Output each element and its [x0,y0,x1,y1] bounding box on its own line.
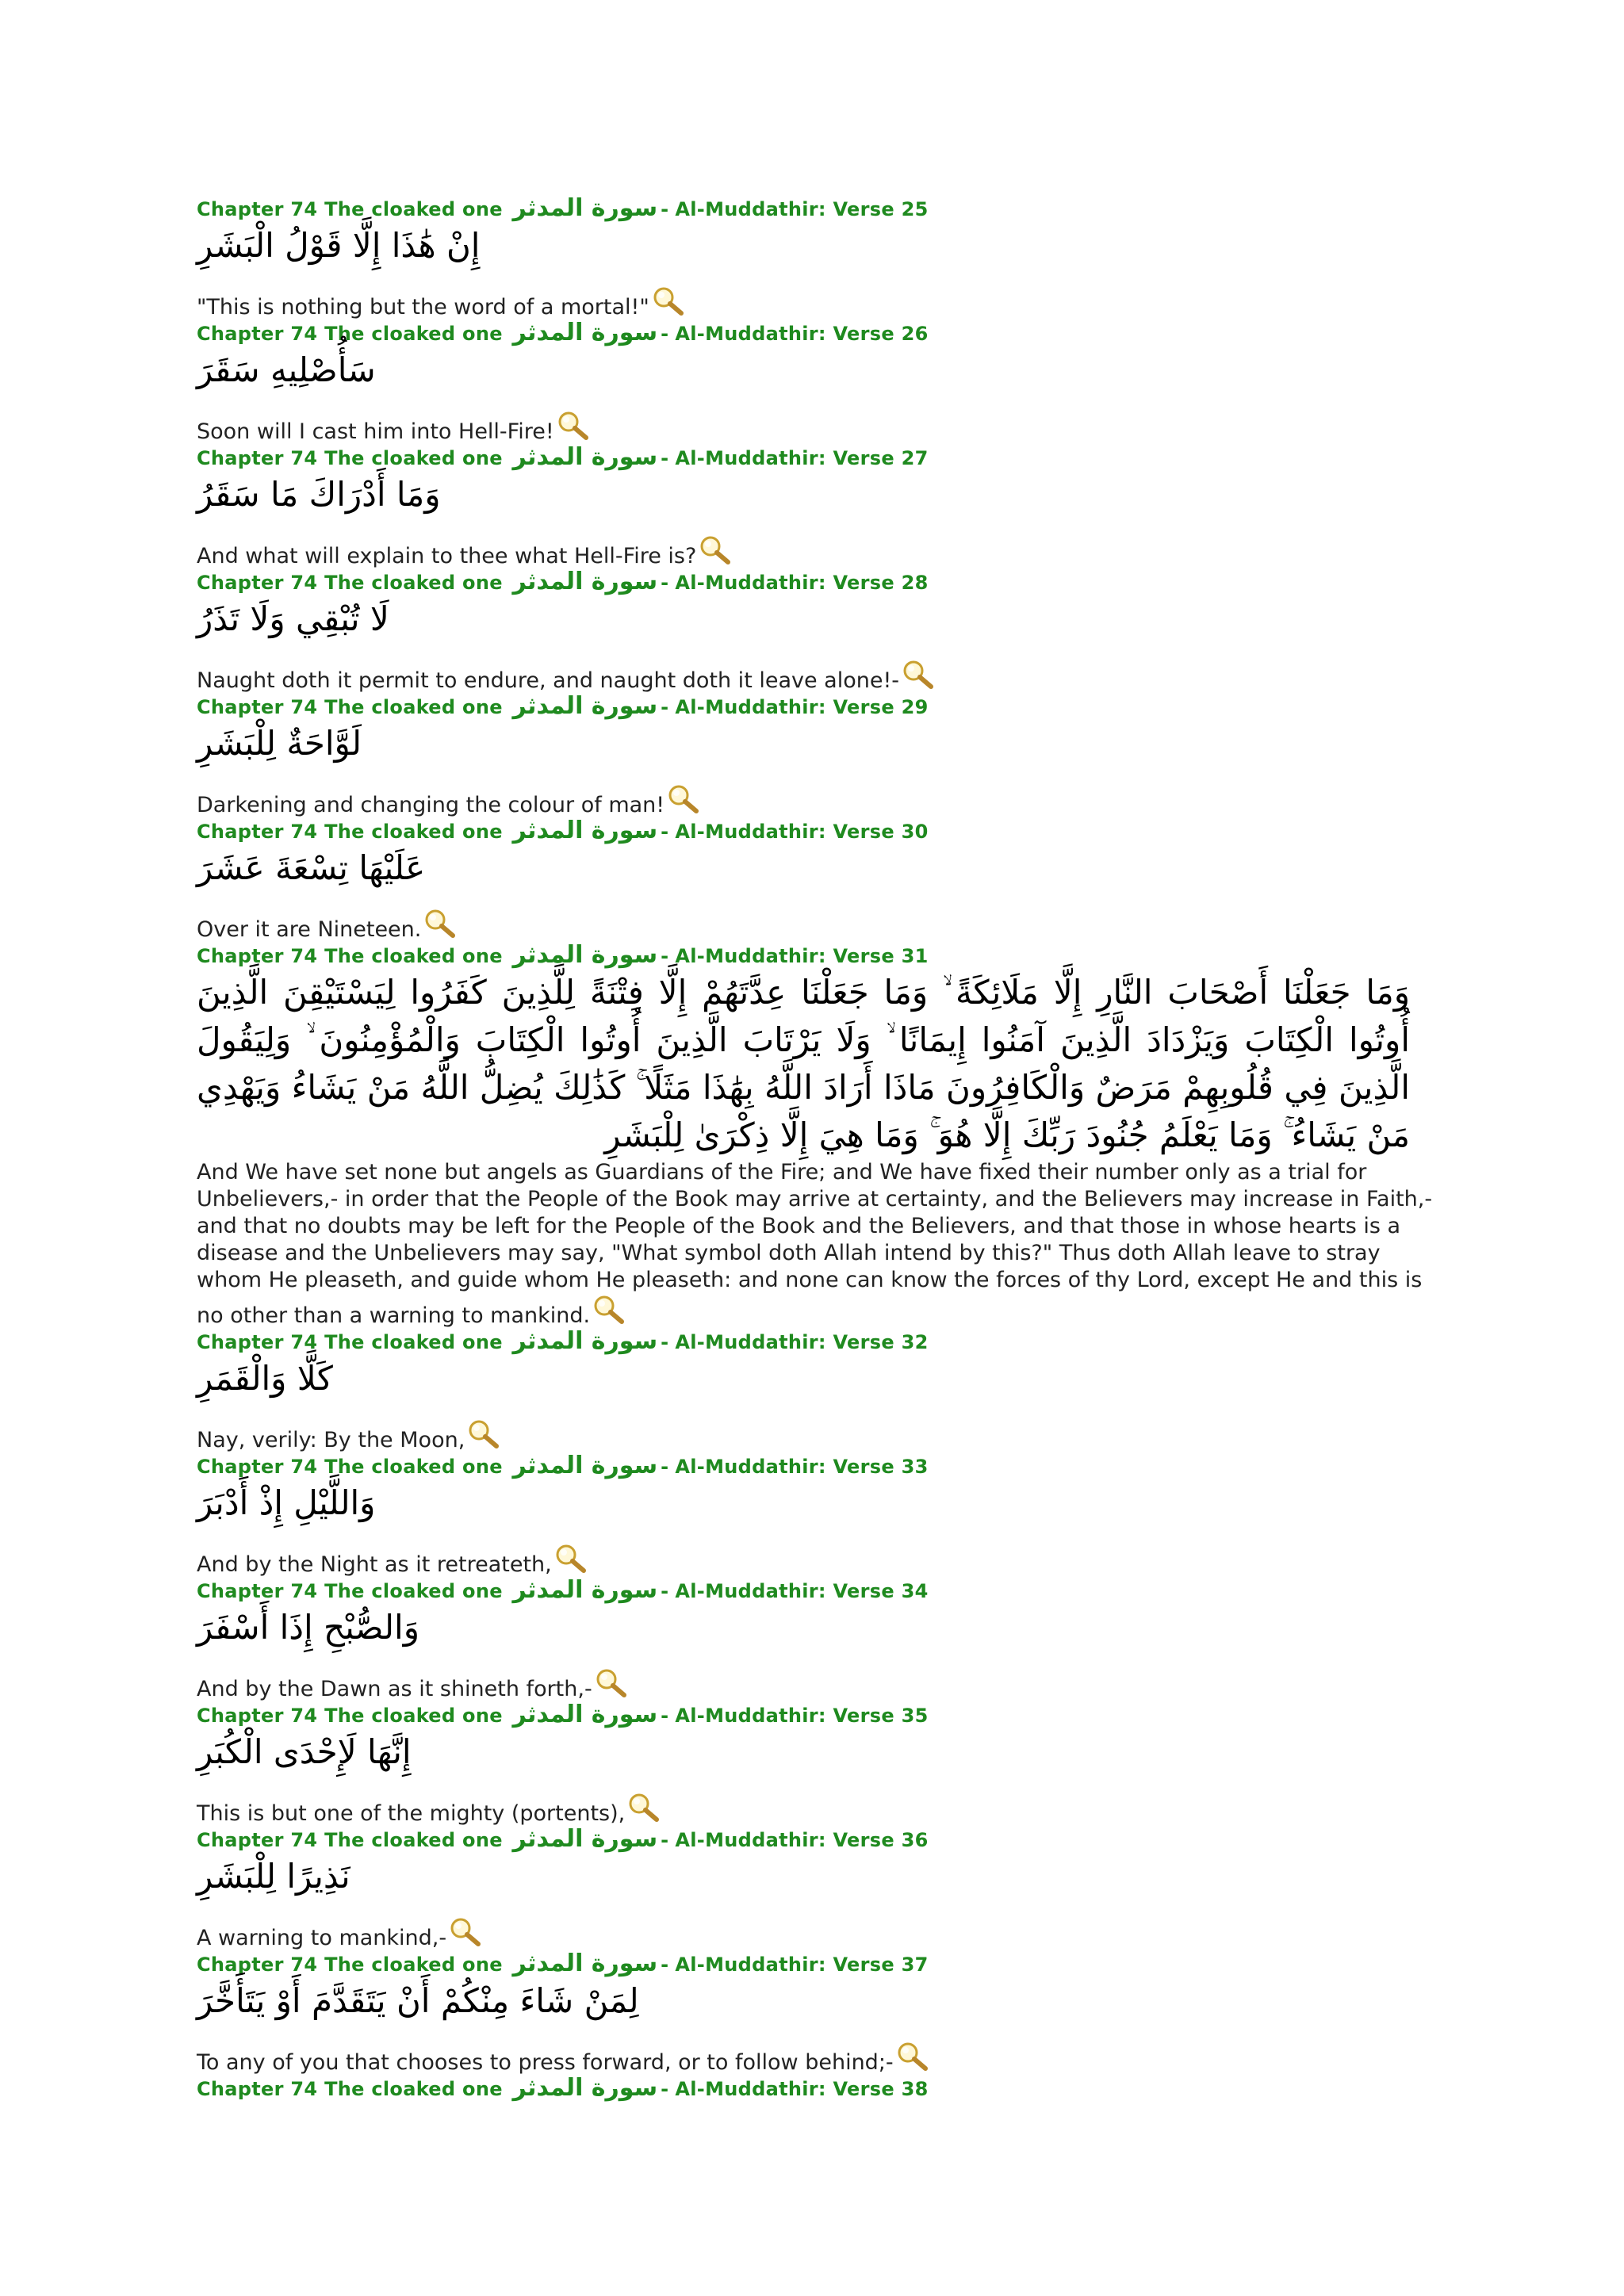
chapter-label: Chapter 74 The cloaked one [197,323,503,345]
verse-header [197,1327,1434,1355]
translation-line: Naught doth it permit to endure, and naught doth it leave alone!- [197,668,900,693]
chapter-label: Chapter 74 The cloaked one [197,1954,503,1976]
verse-header [197,943,1434,967]
translation-line: To any of you that chooses to press forward, or to follow behind;- [197,2050,894,2075]
chapter-label: Chapter 74 The cloaked one [197,572,503,594]
magnifier-icon[interactable] [895,2041,930,2072]
chapter-label: Chapter 74 The cloaked one [197,821,503,843]
verse-block [197,321,1434,446]
sura-name: - Al-Muddathir: [661,1580,826,1602]
sura-name: - Al-Muddathir: [661,572,826,594]
translation-text [197,1159,1434,1330]
verse-block [197,1454,1434,1578]
translation-line: And by the Night as it retreateth, [197,1552,552,1577]
sura-arabic-name: سورة المدثر [512,194,658,222]
magnifier-icon[interactable] [698,534,733,566]
sura-arabic-name: سورة المدثر [512,1452,658,1479]
translation-line: Darkening and changing the colour of man! [197,793,665,817]
sura-name: - Al-Muddathir: [661,1331,826,1353]
verse-block [197,692,1434,819]
magnifier-icon[interactable] [594,1667,629,1699]
magnifier-icon[interactable] [626,1792,661,1823]
verse-block [197,1703,1434,1827]
magnifier-icon[interactable] [448,1916,483,1948]
sura-name: - Al-Muddathir: [661,696,826,718]
sura-name: - Al-Muddathir: [661,945,826,967]
verse-block [197,443,1434,570]
chapter-label: Chapter 74 The cloaked one [197,1829,503,1851]
verse-number: Verse 38 [833,2078,929,2100]
chapter-label: Chapter 74 The cloaked one [197,198,503,220]
verse-header [197,570,1434,594]
sura-arabic-name: سورة المدثر [512,443,658,471]
verse-number: Verse 31 [833,945,929,967]
translation-line: Nay, verily: By the Moon, [197,1428,465,1452]
verse-number: Verse 37 [833,1954,929,1976]
arabic-verse-text: إِنَّهَا لَإِحْدَى الْكُبَرِ [197,1732,412,1771]
verse-number: Verse 28 [833,572,929,594]
chapter-label: Chapter 74 The cloaked one [197,2078,503,2100]
verse-header [197,1827,1434,1851]
arabic-verse-text: كَلَّا وَالْقَمَرِ [197,1359,333,1398]
sura-name: - Al-Muddathir: [661,821,826,843]
verse-header [197,819,1434,843]
translation-text [197,1653,1434,1703]
verse-header [197,692,1434,720]
translation-line: This is but one of the mighty (portents), [197,1801,626,1826]
verse-number: Verse 36 [833,1829,929,1851]
translation-line: Soon will I cast him into Hell-Fire! [197,419,554,444]
verse-header [197,2076,1434,2100]
verse-header [197,194,1434,222]
verse-block [197,1827,1434,1952]
arabic-verse-text: وَمَا أَدْرَاكَ مَا سَقَرُ [197,475,441,514]
arabic-verse-text: نَذِيرًا لِلْبَشَرِ [197,1857,350,1896]
verse-block [197,1578,1434,1703]
sura-arabic-name: سورة المدثر [512,1825,658,1853]
arabic-verse-text: وَمَا جَعَلْنَا أَصْحَابَ النَّارِ إِلَّا مَلَائِكَةً ۙ وَمَا جَعَلْنَا عِدَّتَهُمْ إِلَّا فِتْنَةً لِلَّذِينَ كَفَرُوا لِيَسْتَيْقِنَ الَّذِينَ أُوتُوا الْكِتَابَ وَيَزْدَادَ الَّذِينَ آمَنُوا إِيمَانًا ۙ وَلَا يَرْتَابَ الَّذِينَ أُوتُوا الْكِتَابَ وَالْمُؤْمِنُونَ ۙ وَلِيَقُولَ الَّذِينَ فِي قُلُوبِهِمْ مَرَضٌ وَالْكَافِرُونَ مَاذَا أَرَادَ اللَّهُ بِهَٰذَا مَثَلًا ۚ كَذَٰلِكَ يُضِلُّ اللَّهُ مَنْ يَشَاءُ وَيَهْدِي مَنْ يَشَاءُ ۚ وَمَا يَعْلَمُ جُنُودَ رَبِّكَ إِلَّا هُوَ ۚ وَمَا هِيَ إِلَّا ذِكْرَىٰ لِلْبَشَرِ [197,973,1410,1154]
verse-block [197,2076,1434,2100]
verse-block [197,570,1434,695]
verse-header [197,1952,1434,1976]
sura-name: - Al-Muddathir: [661,1829,826,1851]
translation-line: And We have set none but angels as Guardians of the Fire; and We have fixed their number only as a trial for Unbelievers,- in order that the People of the Book may arrive at certainty, and the Believers may increase in Faith,- and that no doubts may be left for the People of the Book and the Believers, and that those in whose hearts is a disease and the Unbelievers may say, "What symbol doth Allah intend by this?" Thus doth Allah leave to stray whom He pleaseth, and guide whom He pleaseth: and none can know the forces of thy Lord, except He and this is no other than a warning to mankind. [197,1160,1433,1328]
magnifier-icon[interactable] [423,908,458,939]
verse-header [197,1578,1434,1602]
translation-text [197,645,1434,695]
chapter-label: Chapter 74 The cloaked one [197,1705,503,1727]
document-page [197,194,1434,2102]
sura-name: - Al-Muddathir: [661,1456,826,1478]
sura-arabic-name: سورة المدثر [512,1327,658,1355]
magnifier-icon[interactable] [592,1294,626,1326]
verse-block [197,1327,1434,1454]
verse-number: Verse 35 [833,1705,929,1727]
arabic-verse-text: وَالصُّبْحِ إِذَا أَسْفَرَ [197,1608,419,1647]
translation-text [197,271,1434,321]
translation-text [197,520,1434,570]
magnifier-icon[interactable] [556,410,591,442]
verse-header [197,321,1434,345]
verse-number: Verse 33 [833,1456,929,1478]
verse-number: Verse 32 [833,1331,929,1353]
translation-line: And what will explain to thee what Hell-Fire is? [197,544,697,568]
arabic-verse-text: إِنْ هَٰذَا إِلَّا قَوْلُ الْبَشَرِ [197,226,481,265]
translation-text [197,1777,1434,1827]
translation-line: A warning to mankind,- [197,1926,447,1950]
arabic-verse-text: وَاللَّيْلِ إِذْ أَدْبَرَ [197,1483,376,1522]
translation-line: "This is nothing but the word of a mortal!" [197,295,649,320]
verse-number: Verse 25 [833,198,929,220]
translation-text [197,2026,1434,2076]
chapter-label: Chapter 74 The cloaked one [197,1331,503,1353]
verse-header [197,1703,1434,1727]
chapter-label: Chapter 74 The cloaked one [197,1580,503,1602]
translation-text [197,1529,1434,1578]
verse-number: Verse 27 [833,447,929,469]
sura-name: - Al-Muddathir: [661,447,826,469]
magnifier-icon[interactable] [466,1418,501,1450]
verse-block [197,194,1434,321]
arabic-verse-text: عَلَيْهَا تِسْعَةَ عَشَرَ [197,848,426,887]
chapter-label: Chapter 74 The cloaked one [197,945,503,967]
magnifier-icon[interactable] [651,285,686,317]
translation-text [197,1404,1434,1454]
verse-number: Verse 34 [833,1580,929,1602]
translation-line: And by the Dawn as it shineth forth,- [197,1677,592,1701]
sura-arabic-name: سورة المدثر [512,1701,658,1728]
magnifier-icon[interactable] [553,1543,588,1575]
sura-arabic-name: سورة المدثر [512,319,658,346]
sura-arabic-name: سورة المدثر [512,2074,658,2102]
sura-name: - Al-Muddathir: [661,323,826,345]
translation-text [197,769,1434,819]
verse-number: Verse 29 [833,696,929,718]
sura-arabic-name: سورة المدثر [512,692,658,720]
verse-header [197,1454,1434,1478]
arabic-verse-text: لَا تُبْقِي وَلَا تَذَرُ [197,599,389,638]
verse-block [197,819,1434,943]
translation-text [197,396,1434,446]
translation-line: Over it are Nineteen. [197,917,422,942]
verse-number: Verse 26 [833,323,929,345]
sura-name: - Al-Muddathir: [661,2078,826,2100]
sura-name: - Al-Muddathir: [661,198,826,220]
arabic-verse-text: سَأُصْلِيهِ سَقَرَ [197,350,376,389]
translation-text [197,894,1434,943]
arabic-verse-text: لَوَّاحَةٌ لِلْبَشَرِ [197,724,362,763]
verse-block [197,943,1434,1330]
chapter-label: Chapter 74 The cloaked one [197,696,503,718]
chapter-label: Chapter 74 The cloaked one [197,1456,503,1478]
magnifier-icon[interactable] [666,783,701,815]
verse-number: Verse 30 [833,821,929,843]
sura-arabic-name: سورة المدثر [512,817,658,844]
sura-name: - Al-Muddathir: [661,1954,826,1976]
translation-text [197,1902,1434,1952]
sura-arabic-name: سورة المدثر [512,1576,658,1604]
sura-name: - Al-Muddathir: [661,1705,826,1727]
sura-arabic-name: سورة المدثر [512,941,658,969]
arabic-verse-text: لِمَنْ شَاءَ مِنْكُمْ أَنْ يَتَقَدَّمَ أَوْ يَتَأَخَّرَ [197,1981,639,2020]
verse-header [197,443,1434,471]
sura-arabic-name: سورة المدثر [512,568,658,595]
sura-arabic-name: سورة المدثر [512,1950,658,1977]
magnifier-icon[interactable] [901,659,936,691]
chapter-label: Chapter 74 The cloaked one [197,447,503,469]
verse-block [197,1952,1434,2076]
